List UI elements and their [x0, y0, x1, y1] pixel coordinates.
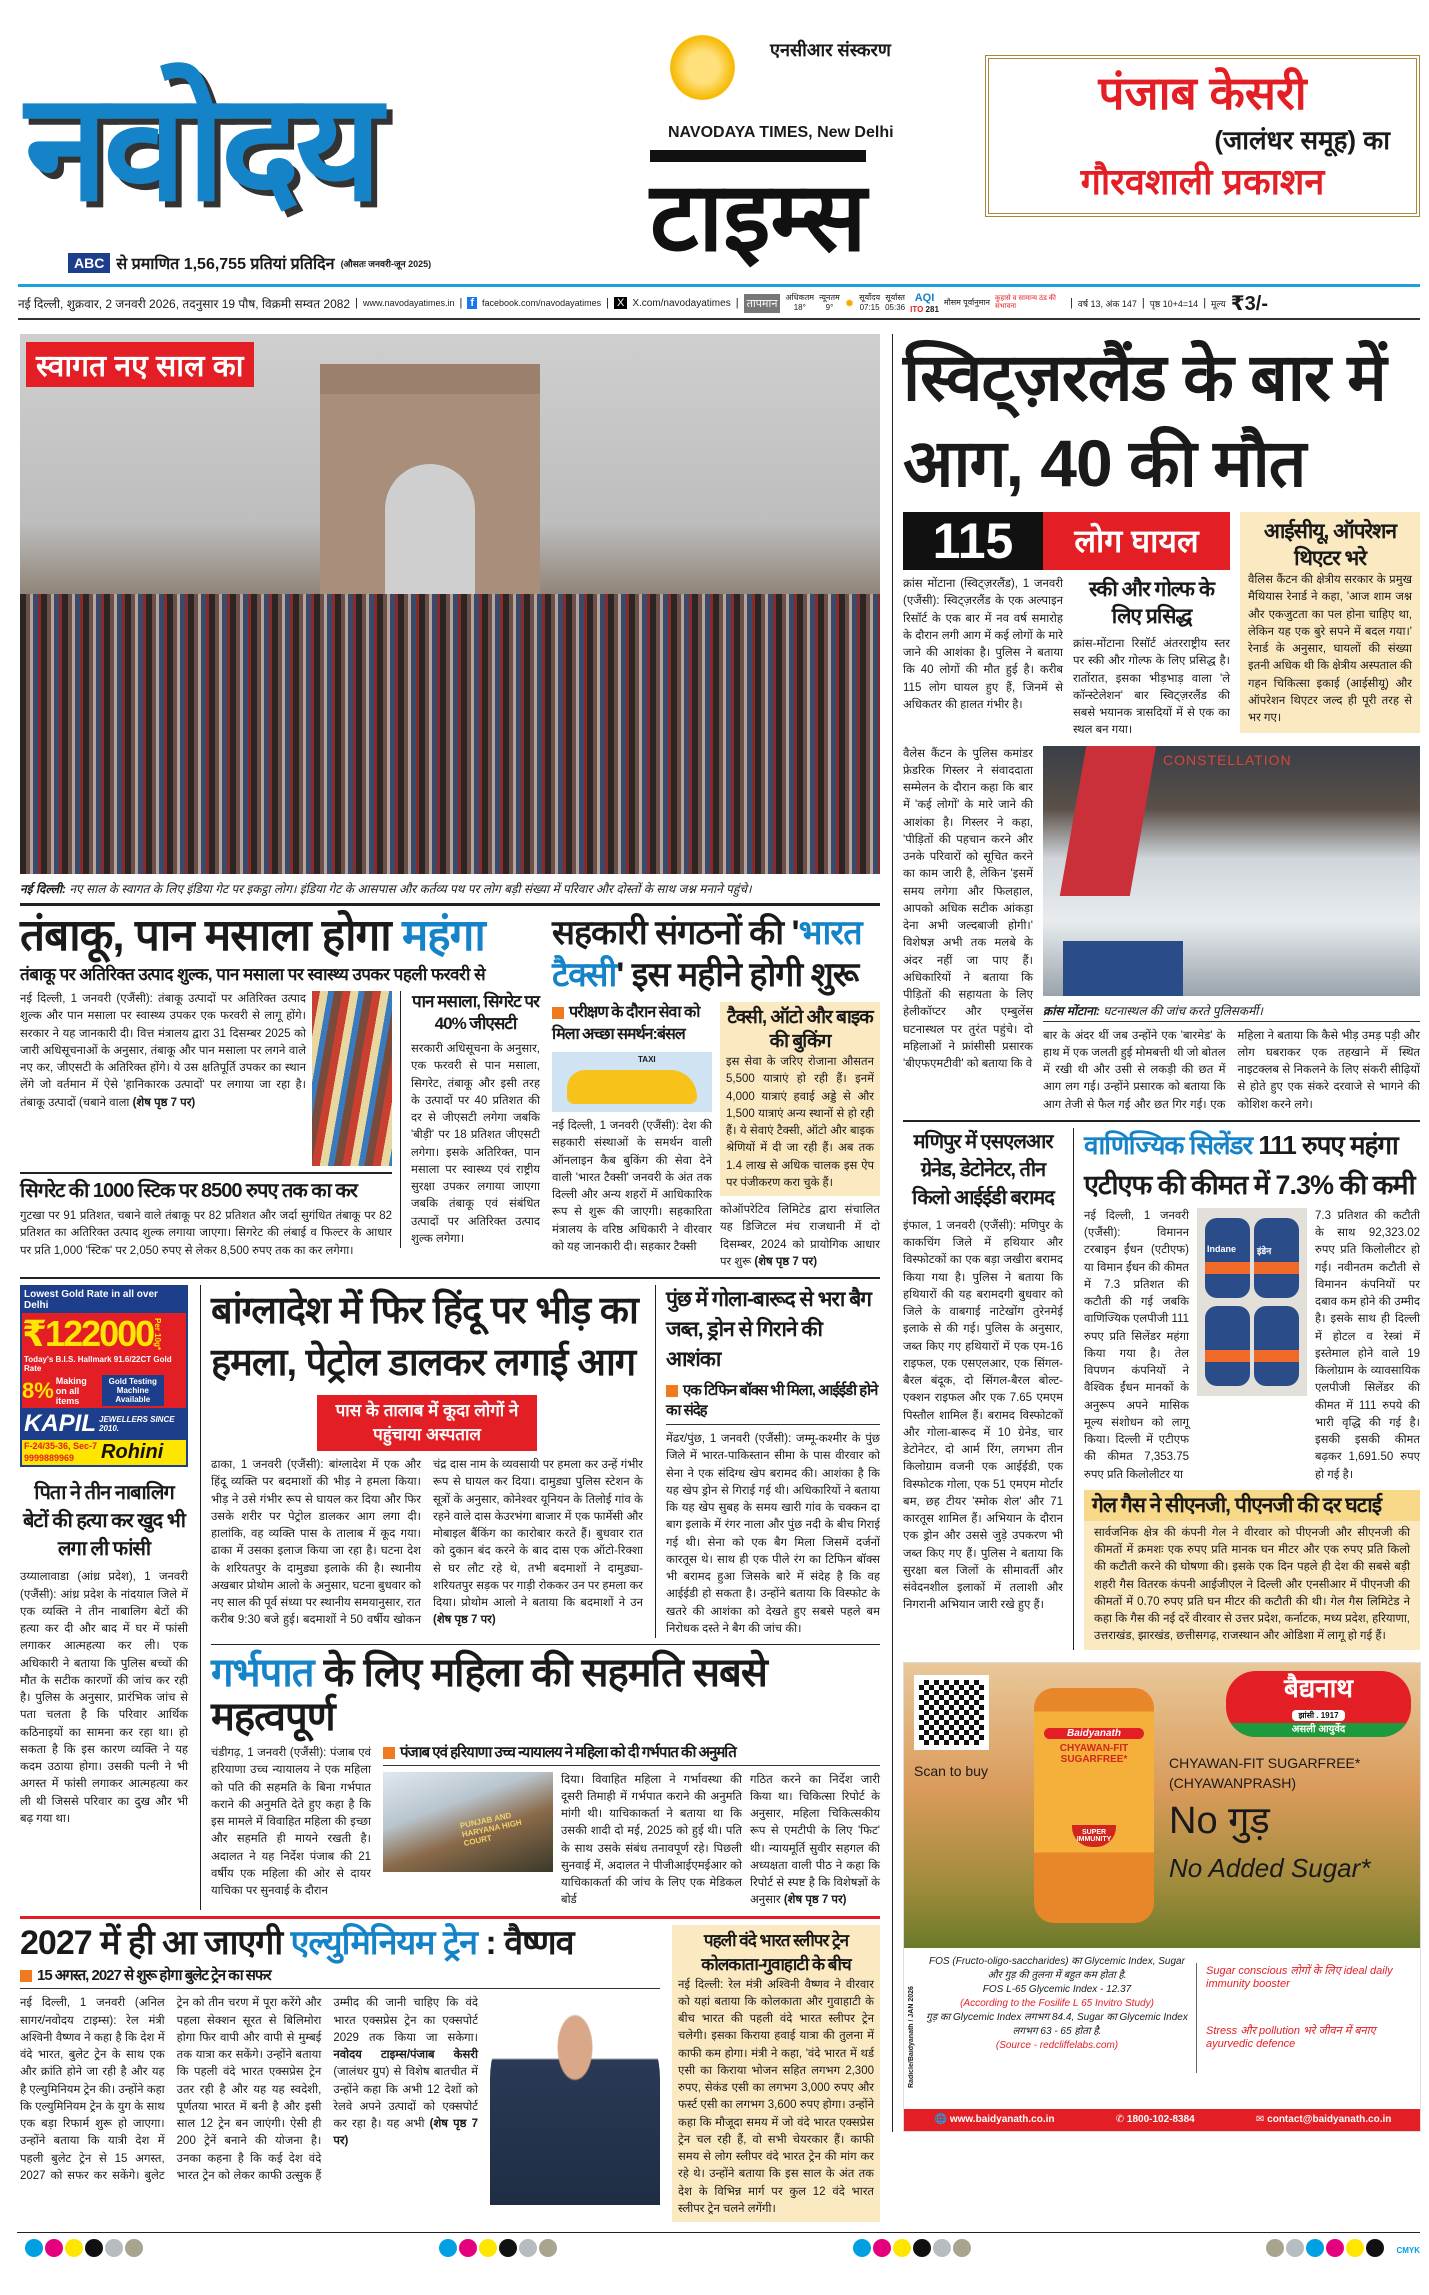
abortion-sub-text: पंजाब एवं हरियाणा उच्च न्यायालय ने महिला को दी गर्भपात की अनुमति	[400, 1744, 736, 1761]
cmyk-label: CMYK	[1396, 2246, 1420, 2255]
abortion-body-1: चंडीगढ़, 1 जनवरी (एजैंसी): पंजाब एवं हरियाणा उच्च न्यायालय ने एक महिला को पति की सहमति के बिना गर्भपात कराने की अनुमति देते हुए कहा है कि इस मामले में विवाहित महिला की इच्छा और सहमति ही मायने रखती है। अदालत ने यह निर्देश पंजाब की 21 वर्षीय एक महिला की ओर से दायर याचिका पर सुनवाई के दौरान	[211, 1747, 371, 1897]
sunset: 05:36	[885, 303, 906, 312]
sunset-label: सूर्यास्त	[885, 293, 905, 303]
train-headline-a: 2027 में ही आ जाएगी	[20, 1923, 291, 1962]
max-label: अधिकतम	[785, 293, 815, 303]
fine-1: FOS (Fructo-oligo-saccharides) का Glycemic Index, Sugar और गुड़ की तुलना में बहुत कम होता है.	[929, 1955, 1185, 1981]
facebook-icon: f	[467, 297, 477, 309]
masthead-rule	[18, 284, 1420, 287]
cylinder-icon	[1254, 1306, 1299, 1386]
pk-tag: गौरवशाली प्रकाशन	[1080, 161, 1325, 202]
taxi-illustration	[552, 1052, 712, 1112]
swiss-body-1	[903, 576, 1063, 714]
pk-title: पंजाब केसरी	[1098, 67, 1307, 119]
divider	[17, 2232, 1420, 2233]
abortion-sub	[383, 1745, 880, 1766]
train-more: (शेष पृष्ठ 7 पर)	[333, 2118, 478, 2148]
bullet-icon	[666, 1385, 678, 1397]
tobacco-story	[20, 912, 540, 1260]
divider	[20, 1916, 880, 1919]
caption-text: नए साल के स्वागत के लिए इंडिया गेट पर इकट्ठा लोग। इंडिया गेट के आसपास और कर्तव्य पथ पर लोग बड़ी संख्या में परिवार और दोस्तों के साथ जश्न मनाने पहुंचे।	[69, 882, 752, 896]
bangladesh-body	[211, 1457, 643, 1630]
bangladesh-body-text: ढाका, 1 जनवरी (एजैंसी): बांग्लादेश में एक और हिंदू व्यक्ति पर बदमाशों की भीड़ ने हमला किया। भीड़ ने उसे गंभीर रूप से घायल कर दिया और फिर उसके शरीर पर पेट्रोल डालकर आग लगा दी। हालांकि, वह व्यक्ति पास के तालाब में कूद गया। ढाका में उसका इलाज किया जा रहा है। घटना देश के शरियतपुर के दामुड्या इलाके की है। स्थानीय अखबार प्रोथोम आलो के अनुसार, घटना बुधवार को नए साल की पूर्व संध्या पर स्थानीय समयानुसार, रात करीब 9:30 बजे हुई। बदमाशों ने 50 वर्षीय खोकन चंद्र दास नाम के व्यवसायी पर हमला कर उन्हें गंभीर रूप से घायल कर दिया। दामुड्या पुलिस स्टेशन के सूत्रों के अनुसार, कोनेश्वर यूनियन के तिलोई गांव के रहने वाले दास केउरभंगा बाजार में एक फार्मेसी और मोबाइल बैंकिंग का कारोबार करते हैं। बुधवार रात को दुकान बंद करने के बाद दास एक ऑटो-रिक्शा से घर लौट रहे थे, तभी बदमाशों ने दामुड्या-शरियतपुर सड़क पर गाड़ी रोककर उन पर हमला कर दिया। प्रोथोम आलो ने बताया कि बदमाशों ने उन	[211, 1459, 643, 1627]
max-temp: 18°	[793, 303, 806, 312]
sunrise-label: सूर्योदय	[859, 293, 881, 303]
pages: पृष्ठ 10+4=14	[1149, 298, 1199, 309]
ad-top: Lowest Gold Rate in all over Delhi	[22, 1287, 186, 1313]
ski-subhead: स्की और गोल्फ के लिए प्रसिद्ध	[1089, 578, 1214, 628]
x-link[interactable]: X.com/navodayatimes	[632, 297, 731, 309]
swiss-body-2-text: वैलेस कैंटन के पुलिस कमांडर फ्रेडरिक गिस्लर ने संवाददाता सम्मेलन के दौरान कहा कि बार में 'कई लोगों' के मारे जाने की आशंका है। गिस्लर ने कहा, 'पीड़ितों की पहचान करने और उनके परिवारों को सूचित करने का काम जारी है, लेकिन 'इसमें समय लगेगा और फिलहाल, आपको अधिक सटीक आंकड़ा देना अभी जल्दबाजी होगी।' विशेषज्ञ अभी तक मलबे के अंदर नहीं जा पाए हैं। अधिकारियों ने बताया कि पीड़ितों की सहायता के लिए हेलीकॉप्टर और एम्बुलेंस घटनास्थल पर तुरंत पहुंचे। दो महिलाओं ने फ्रांसीसी प्रसारक 'बीएफएमटीवी' को बताया कि वे	[903, 747, 1033, 1070]
cylinder-headline-b: 111 रुपए महंगा	[1252, 1129, 1398, 1160]
divider	[1196, 1963, 1197, 2073]
train-body	[20, 1995, 478, 2185]
jar-badge: SUPER IMMUNITY	[1072, 1825, 1116, 1847]
bullet-train-sub-text: 15 अगस्त, 2027 से शुरू होगा बुलेट ट्रेन का सफर	[37, 1966, 271, 1984]
no-added-sugar: No Added Sugar*	[1169, 1852, 1371, 1883]
brand-tag: असली आयुर्वेद	[1226, 1723, 1411, 1737]
train-body-end: (जालंधर ग्रुप) से विशेष बातचीत में उन्होंने कहा कि अभी 12 देशों को रेलवे अपने उत्पादों को एक्सपोर्ट कर रहा है। यह अभी	[333, 2066, 478, 2131]
testing: Gold Testing Machine Available	[102, 1375, 164, 1406]
ad-address: F-24/35-36, Sec-7	[24, 1441, 98, 1451]
jar-product: CHYAWAN-FIT SUGARFREE*	[1059, 1742, 1129, 1765]
vaishnaw-photo	[490, 1995, 660, 2205]
circulation-note: (औसतः जनवरी-जून 2025)	[340, 258, 432, 269]
divider	[20, 1172, 392, 1174]
fire-caption-place: क्रांस मोंटाना:	[1043, 1003, 1100, 1018]
gail-box	[1084, 1490, 1420, 1650]
vande-bharat-body: नई दिल्ली: रेल मंत्री अश्विनी वैष्णव ने वीरवार को यहां बताया कि कोलकाता और गुवाहाटी के बीच भारत की पहली वंदे भारत स्लीपर ट्रेन चलेगी। इसका किराया हवाई यात्रा की तुलना में काफी कम होगा। मंत्री ने कहा, 'वंदे भारत में थर्ड एसी का किराया भोजन सहित लगभग 2,300 रुपए, सेकंड एसी का लगभग 3,000 रुपए और फर्स्ट एसी का लगभग 3,600 रुपए होगा। उन्होंने कहा कि मौजूदा समय में जो वंदे भारत एक्सप्रेस ट्रेन चल रही हैं, वो सभी चेयरकार हैं। काफी समय से लोग स्लीपर वंदे भारत ट्रेन की मांग कर रहे थे। उन्होंने बताया कि इस साल के अंत तक देश के विभिन्न मार्ग पर कुल 12 वंदे भारत स्लीपर ट्रेन चलने लगेंगी।	[678, 1978, 874, 2215]
tobacco-headline-a: तंबाकू, पान मसाला होगा	[20, 911, 402, 960]
fine-3: (According to the Fosilife L 65 Invitro Study)	[960, 1997, 1154, 2009]
ad-agency: Radicle/Baidyanath / JAN 2026	[908, 1985, 915, 2088]
left-column	[20, 334, 880, 2222]
manipur-body: इंफाल, 1 जनवरी (एजैंसी): मणिपुर के काकचिंग जिले में हथियार और विस्फोटकों का एक बड़ा जखीरा बरामद किया गया है। पुलिस ने बताया कि हथियारों की यह बरामदगी बुधवार को जिले के वाबगाई नाटेखोंग तुरेनमेई इलाके से की गई। पुलिस के अनुसार, जब्त किए गए हथियारों में एक एम-16 राइफल, एक एसएलआर, एक सिंगल-बैरल बंदूक, दो सिंगल-बैरल बोल्ट-एक्शन राइफल और एक 7.65 एमएम पिस्तौल शामिल हैं। बरामद विस्फोटकों और गोला-बारूद में 10 ग्रेनेड, चार डेटोनेटर, दो आर्म रिंग, लगभग तीन किलोग्राम वजनी एक आईईडी, एक विस्फोटक गोला, एक 51 एमएम मोर्टार बम, छह टीयर 'स्मोक शेल' और 71 कारतूस शामिल हैं। अभियान के दौरान एक ड्रोन और उससे जुड़े उपकरण भी जब्त किए गए हैं। पुलिस ने बताया कि सुरक्षा बल जिलों के सीमावर्ती और संवेदनशील इलाकों में तलाशी और निगरानी अभियान जारी रखे हुए हैं।	[903, 1219, 1063, 1612]
ad-claim-1: Sugar conscious लोगों के लिए ideal daily immunity booster	[1206, 1964, 1393, 1990]
min-temp: 9°	[825, 303, 834, 312]
x-icon: X	[614, 297, 627, 309]
bullet-icon	[552, 1007, 564, 1019]
brand: KAPIL	[24, 1410, 96, 1437]
product-jar	[1034, 1688, 1154, 1923]
pond-callout: पास के तालाब में कूदा लोगों ने पहुंचाया अस्पताल	[317, 1395, 537, 1451]
police-figures	[1063, 941, 1183, 996]
train-section	[20, 1925, 880, 2223]
kapil-jewellers-ad[interactable]	[20, 1285, 188, 1467]
price-label: मूल्य	[1211, 298, 1226, 309]
bar-sign: CONSTELLATION	[1163, 751, 1292, 768]
abortion-headline-a: गर्भपात	[211, 1651, 314, 1695]
father-body: उय्यालावाडा (आंध्र प्रदेश), 1 जनवरी (एजैंसी): आंध्र प्रदेश के नांदयाल जिले में एक व्यक्ति ने तीन नाबालिग बेटों की हत्या कर दी और बाद में घर में फांसी लगाकर आत्महत्या कर ली। एक अधिकारी ने बताया कि पुलिस बच्चों की मौत के सटीक कारणों की जांच कर रही है। पुलिस के अनुसार, प्रारंभिक जांच से पता चलता है कि परिवार आर्थिक कठिनाइयों का सामना कर रहा था। हो सकता है कि इस कारण व्यक्ति ने यह कदम उठाया होगा। उसकी पत्नी ने भी अगस्त में फांसी लगाकर आत्महत्या कर ली थी जिससे परिवार का दुख और भी बढ़ गया था।	[20, 1571, 188, 1825]
cylinder-icon	[1254, 1218, 1299, 1298]
tobacco-body	[20, 991, 306, 1112]
per-10g: Per 10g*	[153, 1317, 163, 1351]
bangladesh-headline: बांग्लादेश में फिर हिंदू पर भीड़ का हमला, पेट्रोल डालकर लगाई आग	[211, 1290, 638, 1384]
gold-price: ₹122000	[22, 1313, 154, 1354]
middle-section	[20, 1285, 880, 1910]
cylinder-headline-a: वाणिज्यिक सिलेंडर	[1084, 1129, 1253, 1160]
bullet-train-sub	[20, 1968, 660, 1990]
red-flag	[1060, 746, 1156, 896]
gst-subhead: पान मसाला, सिगरेट पर 40% जीएसटी	[412, 992, 539, 1034]
bangladesh-more: (शेष पृष्ठ 7 पर)	[433, 1614, 496, 1627]
website-link[interactable]: www.navodayatimes.in	[362, 298, 455, 308]
train-headline	[20, 1925, 660, 1962]
train-headline-b: एल्युमिनियम ट्रेन	[290, 1923, 477, 1962]
min-label: न्यूनतम	[819, 293, 840, 303]
no-gud: No गुड़	[1169, 1799, 1270, 1842]
divider	[903, 1120, 1420, 1122]
fine-print	[926, 1955, 1188, 2053]
ad-claim-2: Stress और pollution भरे जीवन में बनाए ayurvedic defence	[1206, 2024, 1376, 2050]
temp-label: तापमान	[744, 294, 781, 313]
taxi-sub	[552, 1002, 712, 1046]
ad-phone[interactable]: 1800-102-8384	[1126, 2114, 1195, 2126]
cylinder-body-2: 7.3 प्रतिशत की कटौती के साथ 92,323.02 रुपए प्रति किलोलीटर हो गई। नवीनतम कटौती से विमानन कंपनियों पर दबाव कम होने की उम्मीद है। इसके साथ ही दिल्ली में होटल व रेस्त्रां में इस्तेमाल होने वाले 19 किलोग्राम के व्यावसायिक एलपीजी सिलेंडर की कीमत में 111 रुपये की भारी वृद्धि की गई है। इसकी इसकी कीमत बढ़कर 1,691.50 रुपए हो गई है।	[1315, 1209, 1420, 1481]
print-marks-row	[25, 2239, 1420, 2262]
court-sign: PUNJAB AND HARYANA HIGH COURT	[459, 1810, 523, 1848]
taxi-headline	[552, 912, 880, 996]
fine-5: (Source - redcliffelabs.com)	[995, 2039, 1119, 2051]
english-name: NAVODAYA TIMES, New Delhi	[668, 124, 894, 141]
color-registration-marks	[25, 2239, 1386, 2262]
divider	[20, 903, 880, 906]
sunrise: 07:15	[859, 303, 880, 312]
vande-bharat-box	[672, 1925, 880, 2223]
ad-footer	[904, 2109, 1421, 2131]
making: Making on all items	[55, 1375, 87, 1406]
issue: वर्ष 13, अंक 147	[1077, 298, 1137, 309]
brand-sub: JEWELLERS SINCE 2010.	[99, 1415, 175, 1433]
abortion-headline-b: के लिए महिला की सहमति सबसे महत्वपूर्ण	[211, 1651, 767, 1739]
abortion-more: (शेष पृष्ठ 7 पर)	[783, 1894, 847, 1907]
logo-times: टाइम्स	[650, 150, 866, 274]
gutkha-photo	[312, 991, 392, 1166]
taxi-headline-c: ' इस महीने होगी शुरू	[616, 956, 859, 994]
injured-box	[903, 512, 1230, 570]
taxi-car-icon	[567, 1070, 697, 1104]
india-gate-shape	[320, 364, 540, 594]
icu-box	[1240, 512, 1420, 733]
ski-body: क्रांस-मोंटाना रिसॉर्ट अंतरराष्ट्रीय स्तर पर स्की और गोल्फ के लिए प्रसिद्ध है। रातोंरात, इसका भीड़भाड़ वाला 'ले कॉन्स्टेलेशन' बार स्विट्ज़रलैंड की सबसे भयानक त्रासदियों में से एक का स्थल बन गया।	[1073, 638, 1230, 737]
date: नई दिल्ली, शुक्रवार, 2 जनवरी 2026, तदनुसार 19 पौष, विक्रमी सम्वत 2082	[18, 296, 351, 311]
cylinder-body-1: नई दिल्ली, 1 जनवरी (एजैंसी): विमानन टरबाइन ईंधन (एटीएफ) या विमान ईंधन की कीमत में 7.3 प्रतिशत की कटौती की गई जबकि वाणिज्यिक एलपीजी 111 रुपए प्रति सिलेंडर महंगा किया गया है। तेल विपणन कंपनियों ने वैश्विक ईंधन मानकों के अनुरूप अपने मासिक मूल्य संशोधन को लागू किया। दिल्ली में एटीएफ की कीमत 7,353.75 रुपए प्रति किलोलीटर या	[1084, 1209, 1189, 1481]
hallmark: Today's B.I.S. Hallmark 91.6/22CT Gold Rate	[24, 1355, 172, 1373]
globe-icon: 🌐	[934, 2114, 948, 2126]
taxi-more: (शेष पृष्ठ 7 पर)	[754, 1255, 818, 1268]
swiss-body-2	[903, 746, 1033, 1074]
divider	[20, 1277, 880, 1279]
train-body-bold: नवोदय टाइम्स/पंजाब केसरी	[333, 2049, 478, 2062]
ad-website[interactable]: www.baidyanath.co.in	[949, 2114, 1055, 2126]
price: ₹3/-	[1230, 292, 1269, 315]
taxi-body-2-text: कोऑपरेटिव लिमिटेड द्वारा संचालित यह डिजिटल मंच राजधानी में दो दिसम्बर, 2024 को प्रायोगिक आधार पर शुरू	[720, 1204, 880, 1268]
baidyanath-ad[interactable]	[903, 1662, 1421, 2132]
abc-logo: ABC	[68, 253, 110, 273]
injured-label: लोग घायल	[1043, 512, 1230, 570]
weather-note: कुहासे व सामान्य ठंड की संभावना	[994, 294, 1056, 310]
taxi-sign: TAXI	[638, 1055, 656, 1064]
swiss-body-1-text: क्रांस मोंटाना (स्विट्ज़रलैंड), 1 जनवरी (एजैंसी): स्विट्ज़रलैंड के एक अल्पाइन रिसॉर्ट के एक बार में नव वर्ष समारोह के दौरान लगी आग में कई लोगों के मारे जाने की आशंका है। पुलिस ने बताया कि 40 लोगों की मौत हुई है। करीब 115 लोग घायल हुए हैं, जिनमें से अधिकतर की हालत गंभीर है।	[903, 578, 1063, 711]
tobacco-more: (शेष पृष्ठ 7 पर)	[132, 1096, 196, 1109]
jar-brand: Baidyanath	[1044, 1728, 1144, 1739]
tobacco-headline-b: महंगा	[401, 911, 485, 960]
product-sub: (CHYAWANPRASH)	[1169, 1774, 1297, 1791]
abortion-headline	[211, 1651, 880, 1739]
taxi-headline-a: सहकारी संगठनों की '	[552, 914, 799, 952]
mail-icon: ✉	[1255, 2114, 1265, 2126]
divider	[211, 1644, 880, 1645]
booking-box	[720, 1002, 880, 1196]
tiffin-subhead	[666, 1381, 880, 1425]
sun-icon	[665, 30, 740, 105]
abc-circulation	[68, 252, 431, 274]
phone-icon: ✆	[1115, 2114, 1125, 2126]
cylinder-icon	[1205, 1306, 1250, 1386]
abortion-body-2: दिया। विवाहित महिला ने गर्भावस्था की दूसरी तिमाही में गर्भपात कराने की अनुमति मांगी थी। याचिकाकर्ता ने बताया था कि उसकी शादी दो मई, 2025 को हुई थी। पति के साथ उसके संबंध तनावपूर्ण रहे। पिछली सुनवाई में, अदालत ने पीजीआईएमईआर को याचिकाकर्ता की जांच के लिए एक मेडिकल बोर्ड	[561, 1773, 742, 1907]
cigarette-body: गुटखा पर 91 प्रतिशत, चबाने वाले तंबाकू पर 82 प्रतिशत और जर्दा सुगंधित तंबाकू पर 82 प्रतिशत का अतिरिक्त उत्पाद शुल्क लगाया जाएगा। सिगरेट की लंबाई व फिल्टर के आधार पर प्रति 1,000 'स्टिक' पर 2,050 रुपए से लेकर 8,500 रुपए तक का कर लगेगा।	[20, 1210, 392, 1257]
logo-navodaya: नवोदय	[25, 63, 378, 231]
ad-email[interactable]: contact@baidyanath.co.in	[1267, 2114, 1392, 2126]
bullet-icon	[383, 1747, 395, 1759]
fire-site-photo	[1043, 746, 1420, 996]
facebook-link[interactable]: facebook.com/navodayatimes	[482, 298, 602, 308]
taxi-sub-text: परीक्षण के दौरान सेवा को मिला अच्छा समर्थन:बंसल	[552, 1004, 700, 1043]
fine-2: FOS L-65 Glycemic Index - 12.37	[982, 1983, 1132, 1995]
tobacco-taxi-section	[20, 912, 880, 1271]
booking-body: इस सेवा के जरिए रोजाना औसतन 5,500 यात्राएं हो रही हैं। इनमें 4,000 यात्राएं हवाई अड्डे से और 1,500 यात्राएं अन्य स्थानों से हो रही हैं। ये सेवाएं टैक्सी, ऑटो और बाइक श्रेणियों में दी जा रही हैं। अब तक 1.4 लाख से अधिक चालक इस ऐप पर पंजीकरण करा चुके हैं।	[726, 1056, 874, 1189]
fine-4: गुड़ का Glycemic Index लगभग 84.4, Sugar का Glycemic Index लगभग 63 - 65 होता है.	[926, 2011, 1188, 2037]
masthead	[0, 0, 1429, 284]
indane-en: Indane	[1207, 1243, 1237, 1254]
lead-photo-caption	[20, 880, 880, 897]
aqi-label: AQI	[914, 291, 935, 304]
poonch-headline: पुंछ में गोला-बारूद से भरा बैग जब्त, ड्रोन से गिराने की आशंका	[666, 1288, 872, 1371]
ad-city: Rohini	[101, 1441, 164, 1464]
abortion-body-3	[750, 1772, 880, 1910]
aqi-value: 281	[925, 304, 939, 314]
right-column	[892, 334, 1420, 2132]
taxi-body-2	[720, 1202, 880, 1271]
gail-body: सार्वजनिक क्षेत्र की कंपनी गेल ने वीरवार को पीएनजी और सीएनजी की कीमतों में क्रमशः एक रुपए प्रति मानक घन मीटर और एक रुपए प्रति किलो की कटौती करने की घोषणा की। इसके एक दिन पहले ही देश की सबसे बड़ी शहरी गैस वितरक कंपनी आईजीएल ने दिल्ली और एनसीआर में पीएनजी की कीमतों में 0.70 रुपए प्रति घन मीटर की कटौती की थी। गेल गैस लिमिटेड ने कहा कि गैस की नई दरें वीरवार से उत्तर प्रदेश, कर्नाटक, मध्य प्रदेश, हरियाणा, उत्तराखंड, झारखंड, छत्तीसगढ़, राजस्थान और ओडिशा में लागू हो गई हैं।	[1094, 1526, 1410, 1643]
high-court-photo	[383, 1772, 553, 1872]
product-name: CHYAWAN-FIT SUGARFREE*	[1169, 1754, 1361, 1771]
tobacco-deck: तंबाकू पर अतिरिक्त उत्पाद शुल्क, पान मसाला पर स्वास्थ्य उपकर पहली फरवरी से	[20, 965, 486, 985]
masthead-logo[interactable]	[25, 55, 645, 245]
cylinder-icon	[1205, 1218, 1250, 1298]
booking-headline: टैक्सी, ऑटो और बाइक की बुकिंग	[727, 1007, 873, 1052]
ad-phone: 9999889969	[24, 1452, 75, 1463]
brand-logo	[1226, 1671, 1411, 1737]
icu-headline: आईसीयू, ऑपरेशन थिएटर भरे	[1263, 520, 1397, 570]
manipur-headline: मणिपुर में एसएलआर ग्रेनेड, डेटोनेटर, तीन किलो आईईडी बरामद	[912, 1130, 1054, 1209]
cylinder-photo	[1197, 1208, 1307, 1396]
swiss-body-3: बार के अंदर थीं जब उन्होंने एक 'बारमेड' के हाथ में एक जलती हुई मोमबत्ती थी जो बोतल में रखी थी और उसी से लकड़ी की छत में आग लग गई। उन्होंने प्रसारक को बताया कि आग तेजी से फैल गई और छत गिर गई। एक महिला ने बताया कि कैसे भीड़ उमड़ पड़ी और लोग घबराकर एक तहखाने में स्थित नाइटक्लब से निकलने के लिए संकरी सीढ़ियों से होते हुए एक संकरे दरवाजे से भागने की कोशिश करने लगे।	[1043, 1029, 1420, 1111]
cigarette-headline: सिगरेट की 1000 स्टिक पर 8500 रुपए तक का कर	[20, 1180, 357, 1203]
fire-caption-text: घटनास्थल की जांच करते पुलिसकर्मी।	[1103, 1003, 1263, 1018]
poonch-body: मेंढर/पुंछ, 1 जनवरी (एजैंसी): जम्मू-कश्मीर के पुंछ जिले में भारत-पाकिस्तान सीमा के पास वीरवार को सेना ने एक संदिग्ध खेप बरामद की। आशंका है कि यह खेप ड्रोन से गिराई गई थी। अधिकारियों ने बताया कि यह खेप सुबह के समय खारी गांव के चक्कन दा बाग इलाके में रंगर नाला और पुंछ नदी के बीच गिराई गई थी। सेना को एक बैग मिला जिसमें दर्जनों कारतूस थे। साथ ही एक पीले रंग का टिफिन बॉक्स भी बरामद हुआ जिसके बारे में संदेह है कि वह आईईडी हो सकता है। उन्होंने बताया कि विस्फोट के खतरे की आशंका को देखते हुए सबसे पहले बम निरोधक दस्ते ने बैग की जांच की।	[666, 1433, 880, 1635]
taxi-story	[552, 912, 880, 1271]
edition-label: एनसीआर संस्करण	[770, 40, 891, 60]
qr-code[interactable]	[914, 1675, 989, 1750]
atf-headline: एटीएफ की कीमत में 7.3% की कमी	[1084, 1169, 1415, 1200]
taxi-body: नई दिल्ली, 1 जनवरी (एजैंसी): देश की सहकारी संस्थाओं के समर्थन वाली ऑनलाइन कैब बुकिंग की सेवा देने वाली 'भारत टैक्सी' जनवरी के अंत तक दिल्ली और अन्य शहरों में आधिकारिक रूप से शुरू की जाएगी। सहकारिता मंत्रालय के वरिष्ठ अधिकारी ने वीरवार को यह जानकारी दी। सहकार टैक्सी	[552, 1120, 712, 1253]
dateline-bar: नई दिल्ली, शुक्रवार, 2 जनवरी 2026, तदनुसार 19 पौष, विक्रमी सम्वत 2082 | www.navodayatimes.in | f facebook.com/navodayatimes | X X.com/navodayatimes | तापमान अधिकतम 18° न्यूनतम 9° ✹ सूर्योदय 07:15 सूर्यास्त 05:36 AQI ITO 281 मौसम पूर्वानुमान कुहासे व सामान्य ठंड की संभावना | वर्ष 13, अंक 147 | पृष्ठ 10+4=14 | मूल्य ₹3/-	[18, 290, 1420, 320]
gail-headline: गेल गैस ने सीएनजी, पीएनजी की दर घटाई	[1084, 1490, 1420, 1521]
bullet-icon	[20, 1970, 32, 1982]
tobacco-body-text: नई दिल्ली, 1 जनवरी (एजैंसी): तंबाकू उत्पादों पर अतिरिक्त उत्पाद शुल्क और पान मसाला पर स्वास्थ्य उपकर एक फरवरी से लागू होंगे। सरकार ने यह जानकारी दी। वित्त मंत्रालय द्वारा 31 दिसम्बर 2025 को जारी अधिसूचनाओं के अनुसार, तंबाकू और पान मसाला पर लगने वाले नए कर, जीएसटी के अतिरिक्त होंगे। ये उस क्षतिपूर्ति उपकर का स्थान लेंगे जो वर्तमान में ऐसे 'हानिकारक उत्पादों' पर लगाया जा रहा है। तंबाकू उत्पादों (चबाने वाला	[20, 993, 306, 1109]
making-pct: 8%	[22, 1377, 54, 1403]
father-headline: पिता ने तीन नाबालिग बेटों की हत्या कर खुद भी लगा ली फांसी	[23, 1482, 185, 1561]
abortion-body-3-text: गठित करने का निर्देश जारी किया था। चिकित्सा रिपोर्ट के अनुसार, महिला चिकित्सकीय रूप से एमटीपी के लिए 'फिट' थी। न्यायमूर्ति सुवीर सहगल की अध्यक्षता वाली पीठ ने कहा कि रिपोर्ट से स्पष्ट है कि विशेषज्ञों के अनुसार	[750, 1773, 880, 1907]
sun-small-icon: ✹	[844, 297, 855, 310]
icu-body: वैलिस कैंटन की क्षेत्रीय सरकार के प्रमुख मैथियास रेनार्ड ने कहा, 'आज शाम जश्न और एकजुटता का पल होना चाहिए था, लेकिन यह एक बुरे सपने में बदल गया।' रेनार्ड के अनुसार, घायलों की संख्या इतनी अधिक थी कि क्षेत्रीय अस्पताल की गहन चिकित्सा इकाई (आईसीयू) और ऑपरेशन थिएटर जल्द ही पूरी तरह से भर गए।	[1248, 574, 1412, 724]
weather-label: मौसम पूर्वानुमान	[943, 298, 990, 308]
aqi-station: ITO	[910, 304, 924, 314]
circulation-text: से प्रमाणित 1,56,755 प्रतियां प्रतिदिन	[116, 256, 335, 273]
cylinder-headline	[1084, 1128, 1420, 1162]
train-headline-c: : वैष्णव	[476, 1923, 574, 1962]
swiss-headline: स्विट्ज़रलैंड के बार में आग, 40 की मौत	[903, 340, 1386, 500]
pk-sub: (जालंधर समूह) का	[1214, 125, 1390, 155]
fire-photo-caption	[1043, 1002, 1420, 1022]
train-body-text: नई दिल्ली, 1 जनवरी (अनिल सागर/नवोदय टाइम्स): रेल मंत्री अश्विनी वैष्णव ने कहा है कि देश में वंदे भारत, बुलेट ट्रेन के साथ एक और क्रांति होने जा रही है और यह है एल्युमिनियम ट्रेन की। उन्होंने कहा कि एल्युमिनियम ट्रेन के युग के साथ एक बड़ा रिफार्म शुरू हो जाएगा। उन्होंने बताया कि यात्री देश में पहली बुलेट ट्रेन से 15 अगस्त, 2027 को सफर कर सकेंगे। बुलेट ट्रेन को तीन चरण में पूरा करेंगे और पहला सेक्शन सूरत से बिलिमोरा होगा फिर वापी और वापी से मुम्बई तक यात्रा कर सकेंगे। उन्होंने बताया कि पहली वंदे भारत एक्सप्रेस ट्रेन उतर रही है और यह यह स्वदेशी, पूर्णतया भारत में बनी है और इसी साल 12 ट्रेन बन जाएंगी। ऐसी ही 200 ट्रेनें बनाने की योजना है। उनका कहना है कि कई देश वंदे भारत ट्रेन को लेकर काफी उत्सुक हैं उम्मीद की जानी चाहिए कि वंदे भारत एक्सप्रेस ट्रेन का एक्सपोर्ट 2029 तक किया जा सकेगा।	[20, 1997, 478, 2182]
photo-tag: स्वागत नए साल का	[26, 342, 254, 387]
caption-place: नई दिल्ली:	[20, 882, 67, 896]
brand-name: बैद्यनाथ	[1283, 1672, 1353, 1703]
tiffin-subhead-text: एक टिफिन बॉक्स भी मिला, आईईडी होने का संदेह	[666, 1382, 878, 1419]
taxi-headline-b: भारत टैक्सी	[552, 914, 862, 994]
india-gate-photo	[20, 334, 880, 874]
scan-to-buy: Scan to buy	[914, 1762, 988, 1779]
indane-hi: इंडेन	[1257, 1245, 1272, 1256]
punjab-kesari-box	[985, 55, 1420, 217]
tobacco-headline	[20, 912, 540, 960]
vande-bharat-headline: पहली वंदे भारत स्लीपर ट्रेन कोलकाता-गुवाहाटी के बीच	[701, 1930, 851, 1974]
crowd	[20, 594, 880, 874]
injured-number: 115	[903, 512, 1043, 570]
brand-year: झांसी . 1917	[1292, 1710, 1344, 1721]
gst-body: सरकारी अधिसूचना के अनुसार, एक फरवरी से पान मसाला, सिगरेट, तंबाकू और इसी तरह के उत्पादों पर 40 प्रतिशत की दर से जीएसटी लगेगा जबकि 'बीड़ी' पर 18 प्रतिशत जीएसटी लगेगा। इसके अतिरिक्त, पान मसाला पर स्वास्थ्य एवं राष्ट्रीय सुरक्षा उपकर लगाया जाएगा जबकि तंबाकू एवं संबंधित उत्पादों पर अतिरिक्त उत्पाद शुल्क लगेगा।	[411, 1043, 540, 1245]
